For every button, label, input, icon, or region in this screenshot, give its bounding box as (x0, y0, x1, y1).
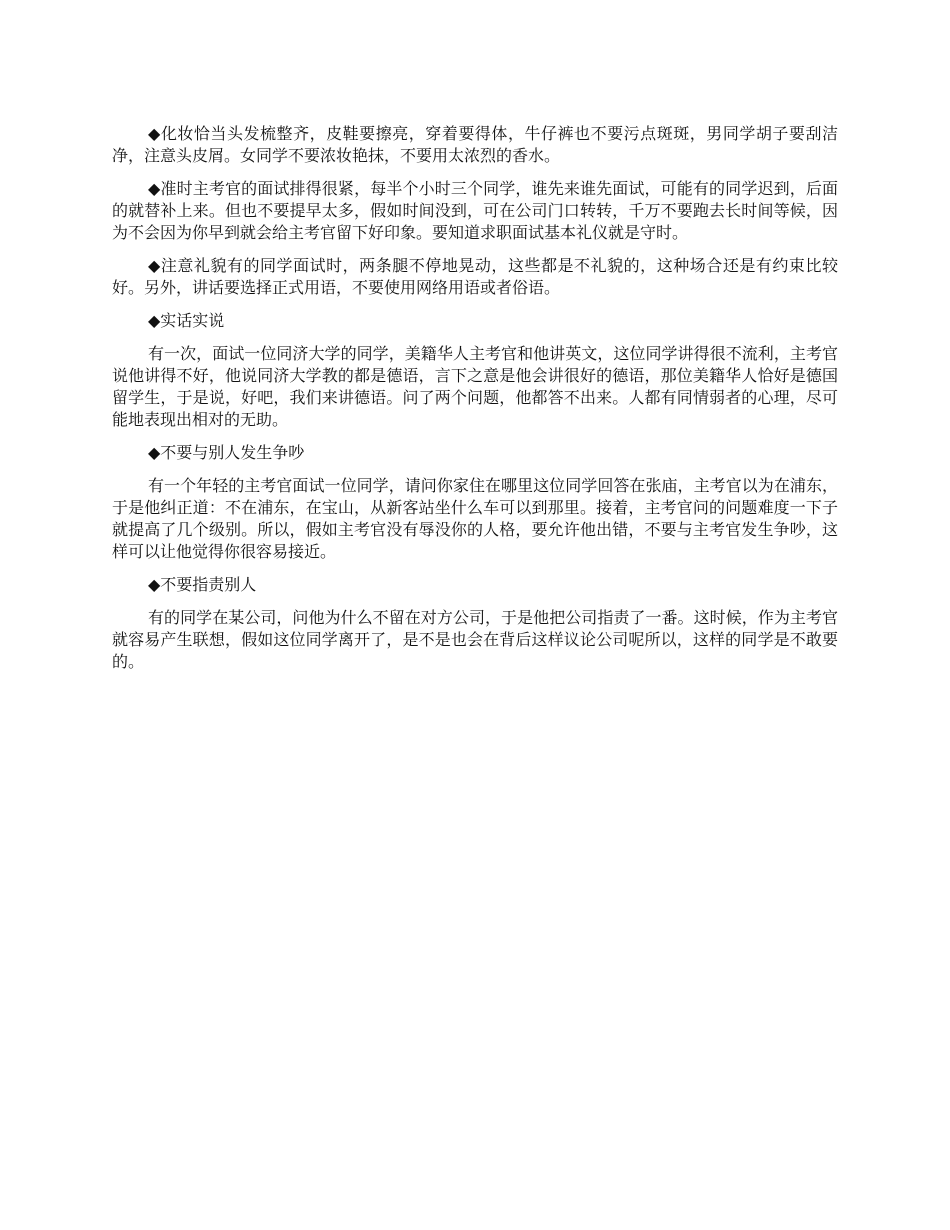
paragraph-no-blaming-story: 有的同学在某公司，问他为什么不留在对方公司，于是他把公司指责了一番。这时候，作为主考官就容易产生联想，假如这位同学离开了，是不是也会在背后这样议论公司呢所以，这样的同学是不敢要的。 (112, 608, 838, 671)
heading-no-blaming: ◆不要指责别人 (148, 575, 257, 594)
paragraph-appearance: ◆化妆恰当头发梳整齐，皮鞋要擦亮，穿着要得体，牛仔裤也不要污点斑斑，男同学胡子要刮洁净，注意头皮屑。女同学不要浓妆艳抹，不要用太浓烈的香水。 (112, 124, 838, 165)
heading-no-arguing: ◆不要与别人发生争吵 (148, 443, 305, 462)
paragraph-honesty-story: 有一次，面试一位同济大学的同学，美籍华人主考官和他讲英文，这位同学讲得很不流利，主考官说他讲得不好，他说同济大学教的都是德语，言下之意是他会讲很好的德语，那位美籍华人恰好是德国留学生，于是说，好吧，我们来讲德语。问了两个问题，他都答不出来。人都有同情弱者的心理，尽可能地表现出相对的无助。 (112, 344, 838, 429)
paragraph-no-arguing-story: 有一个年轻的主考官面试一位同学，请问你家住在哪里这位同学回答在张庙，主考官以为在浦东，于是他纠正道：不在浦东，在宝山，从新客站坐什么车可以到那里。接着，主考官问的问题难度一下子就提高了几个级别。所以，假如主考官没有辱没你的人格，要允许他出错，不要与主考官发生争吵，这样可以让他觉得你很容易接近。 (112, 476, 838, 561)
paragraph-politeness: ◆注意礼貌有的同学面试时，两条腿不停地晃动，这些都是不礼貌的，这种场合还是有约束比较好。另外，讲话要选择正式用语，不要使用网络用语或者俗语。 (112, 256, 838, 297)
heading-honesty: ◆实话实说 (148, 311, 225, 330)
document-body (112, 123, 838, 684)
paragraph-punctuality: ◆准时主考官的面试排得很紧，每半个小时三个同学，谁先来谁先面试，可能有的同学迟到，后面的就替补上来。但也不要提早太多，假如时间没到，可在公司门口转转，千万不要跑去长时间等候，因为不会因为你早到就会给主考官留下好印象。要知道求职面试基本礼仪就是守时。 (112, 179, 838, 242)
